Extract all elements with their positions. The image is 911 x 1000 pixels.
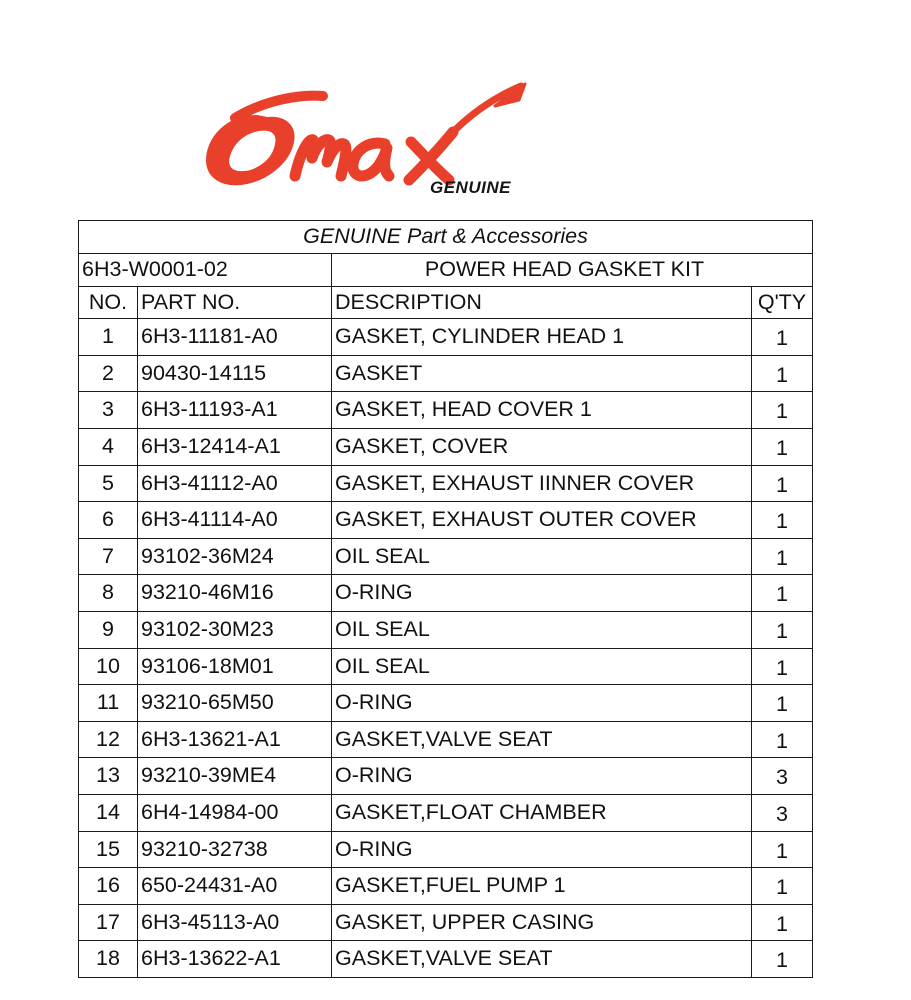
row-number: 4 bbox=[79, 428, 138, 465]
table-row bbox=[79, 758, 813, 795]
row-description: O-RING bbox=[332, 685, 752, 722]
row-number: 16 bbox=[79, 868, 138, 905]
row-description: GASKET, EXHAUST OUTER COVER bbox=[332, 502, 752, 539]
row-part-number: 6H3-45113-A0 bbox=[138, 904, 332, 941]
table-row bbox=[79, 685, 813, 722]
kit-name: POWER HEAD GASKET KIT bbox=[332, 254, 813, 287]
row-part-number: 6H3-41114-A0 bbox=[138, 502, 332, 539]
row-number: 2 bbox=[79, 355, 138, 392]
row-part-number: 6H4-14984-00 bbox=[138, 794, 332, 831]
row-number: 13 bbox=[79, 758, 138, 795]
row-quantity: 3 bbox=[752, 758, 813, 795]
row-quantity: 1 bbox=[752, 831, 813, 868]
table-row bbox=[79, 648, 813, 685]
row-description: GASKET bbox=[332, 355, 752, 392]
row-quantity: 1 bbox=[752, 648, 813, 685]
table-row bbox=[79, 904, 813, 941]
kit-code: 6H3-W0001-02 bbox=[79, 254, 332, 287]
row-description: GASKET,FLOAT CHAMBER bbox=[332, 794, 752, 831]
row-description: GASKET, HEAD COVER 1 bbox=[332, 392, 752, 429]
table-row bbox=[79, 392, 813, 429]
row-part-number: 6H3-12414-A1 bbox=[138, 428, 332, 465]
header-row bbox=[79, 286, 813, 319]
row-number: 14 bbox=[79, 794, 138, 831]
row-quantity: 1 bbox=[752, 575, 813, 612]
table-row bbox=[79, 868, 813, 905]
table-row bbox=[79, 575, 813, 612]
table-row bbox=[79, 355, 813, 392]
logo-subtitle: GENUINE bbox=[430, 178, 511, 197]
table-row bbox=[79, 465, 813, 502]
row-part-number: 93106-18M01 bbox=[138, 648, 332, 685]
row-number: 17 bbox=[79, 904, 138, 941]
row-number: 12 bbox=[79, 721, 138, 758]
row-quantity: 1 bbox=[752, 538, 813, 575]
row-part-number: 6H3-11181-A0 bbox=[138, 319, 332, 356]
row-part-number: 90430-14115 bbox=[138, 355, 332, 392]
kit-row bbox=[79, 254, 813, 287]
row-part-number: 650-24431-A0 bbox=[138, 868, 332, 905]
row-quantity: 1 bbox=[752, 904, 813, 941]
row-description: O-RING bbox=[332, 575, 752, 612]
row-description: GASKET,VALVE SEAT bbox=[332, 721, 752, 758]
row-number: 18 bbox=[79, 941, 138, 978]
row-quantity: 1 bbox=[752, 465, 813, 502]
row-description: GASKET, CYLINDER HEAD 1 bbox=[332, 319, 752, 356]
row-quantity: 1 bbox=[752, 319, 813, 356]
header-no: NO. bbox=[79, 286, 138, 319]
row-number: 6 bbox=[79, 502, 138, 539]
table-row bbox=[79, 611, 813, 648]
row-description: GASKET, UPPER CASING bbox=[332, 904, 752, 941]
row-quantity: 1 bbox=[752, 355, 813, 392]
row-quantity: 3 bbox=[752, 794, 813, 831]
row-part-number: 6H3-13622-A1 bbox=[138, 941, 332, 978]
omax-logo-mark bbox=[195, 78, 575, 208]
row-description: O-RING bbox=[332, 831, 752, 868]
table-row bbox=[79, 941, 813, 978]
row-quantity: 1 bbox=[752, 428, 813, 465]
row-description: OIL SEAL bbox=[332, 538, 752, 575]
row-number: 9 bbox=[79, 611, 138, 648]
row-part-number: 93102-30M23 bbox=[138, 611, 332, 648]
row-quantity: 1 bbox=[752, 721, 813, 758]
row-description: OIL SEAL bbox=[332, 648, 752, 685]
row-quantity: 1 bbox=[752, 502, 813, 539]
brand-logo bbox=[195, 78, 575, 208]
row-description: GASKET,VALVE SEAT bbox=[332, 941, 752, 978]
row-part-number: 6H3-11193-A1 bbox=[138, 392, 332, 429]
header-qty: Q'TY bbox=[752, 286, 813, 319]
row-quantity: 1 bbox=[752, 868, 813, 905]
parts-table-body bbox=[79, 221, 813, 978]
parts-table bbox=[78, 220, 813, 978]
row-number: 3 bbox=[79, 392, 138, 429]
table-row bbox=[79, 794, 813, 831]
row-number: 8 bbox=[79, 575, 138, 612]
table-row bbox=[79, 428, 813, 465]
table-row bbox=[79, 502, 813, 539]
row-part-number: 93210-39ME4 bbox=[138, 758, 332, 795]
row-part-number: 93210-32738 bbox=[138, 831, 332, 868]
row-part-number: 6H3-41112-A0 bbox=[138, 465, 332, 502]
row-number: 11 bbox=[79, 685, 138, 722]
row-quantity: 1 bbox=[752, 611, 813, 648]
row-quantity: 1 bbox=[752, 392, 813, 429]
row-description: O-RING bbox=[332, 758, 752, 795]
row-number: 1 bbox=[79, 319, 138, 356]
row-description: GASKET, EXHAUST IINNER COVER bbox=[332, 465, 752, 502]
row-part-number: 93102-36M24 bbox=[138, 538, 332, 575]
row-part-number: 93210-46M16 bbox=[138, 575, 332, 612]
table-row bbox=[79, 831, 813, 868]
row-number: 7 bbox=[79, 538, 138, 575]
row-number: 15 bbox=[79, 831, 138, 868]
table-row bbox=[79, 319, 813, 356]
row-number: 5 bbox=[79, 465, 138, 502]
header-part-no: PART NO. bbox=[138, 286, 332, 319]
row-part-number: 93210-65M50 bbox=[138, 685, 332, 722]
table-row bbox=[79, 538, 813, 575]
sheet-banner: GENUINE Part & Accessories bbox=[79, 221, 813, 254]
row-description: OIL SEAL bbox=[332, 611, 752, 648]
banner-row bbox=[79, 221, 813, 254]
row-quantity: 1 bbox=[752, 685, 813, 722]
table-row bbox=[79, 721, 813, 758]
header-description: DESCRIPTION bbox=[332, 286, 752, 319]
row-description: GASKET, COVER bbox=[332, 428, 752, 465]
row-number: 10 bbox=[79, 648, 138, 685]
row-description: GASKET,FUEL PUMP 1 bbox=[332, 868, 752, 905]
row-quantity: 1 bbox=[752, 941, 813, 978]
row-part-number: 6H3-13621-A1 bbox=[138, 721, 332, 758]
